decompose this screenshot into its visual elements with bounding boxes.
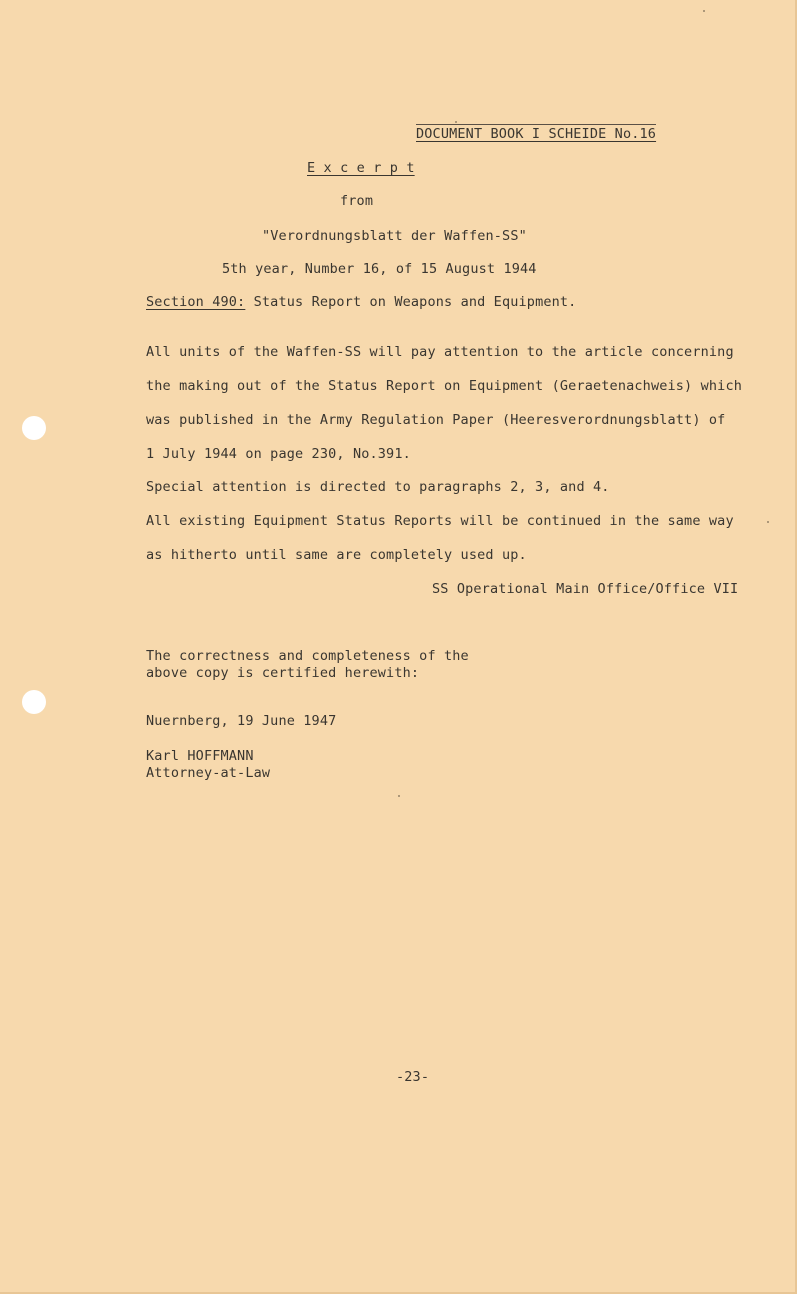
- paper-speck: [398, 795, 400, 797]
- body-line: All units of the Waffen-SS will pay attention to the article concerning: [146, 344, 734, 360]
- body-line: the making out of the Status Report on Equipment (Geraetenachweis) which: [146, 378, 742, 394]
- excerpt-heading: E x c e r p t: [307, 160, 415, 176]
- source-title: "Verordnungsblatt der Waffen-SS": [262, 228, 527, 244]
- signatory-title: Attorney-at-Law: [146, 765, 271, 781]
- paper-speck: [703, 10, 705, 12]
- paper-speck: [455, 121, 457, 123]
- body-line: was published in the Army Regulation Paper (Heeresverordnungsblatt) of: [146, 412, 726, 428]
- certification-line: The correctness and completeness of the: [146, 648, 469, 664]
- document-reference: DOCUMENT BOOK I SCHEIDE No.16: [416, 126, 657, 142]
- signatory-name: Karl HOFFMANN: [146, 748, 254, 764]
- paper-speck: [767, 521, 769, 523]
- page-number: -23-: [396, 1069, 430, 1085]
- from-label: from: [340, 193, 374, 209]
- punch-hole-bottom: [22, 690, 46, 714]
- punch-hole-top: [22, 416, 46, 440]
- body-line: 1 July 1944 on page 230, No.391.: [146, 446, 411, 462]
- section-label: Section 490:: [146, 294, 246, 310]
- body-line: Special attention is directed to paragraphs 2, 3, and 4.: [146, 479, 610, 495]
- body-line: as hitherto until same are completely used up.: [146, 547, 527, 563]
- issue-line: 5th year, Number 16, of 15 August 1944: [222, 261, 537, 277]
- section-title: Status Report on Weapons and Equipment.: [245, 294, 577, 310]
- issuing-office: SS Operational Main Office/Office VII: [432, 581, 739, 597]
- section-line: [146, 294, 576, 310]
- body-line: All existing Equipment Status Reports will be continued in the same way: [146, 513, 734, 529]
- certification-line: above copy is certified herewith:: [146, 665, 420, 681]
- place-date: Nuernberg, 19 June 1947: [146, 713, 337, 729]
